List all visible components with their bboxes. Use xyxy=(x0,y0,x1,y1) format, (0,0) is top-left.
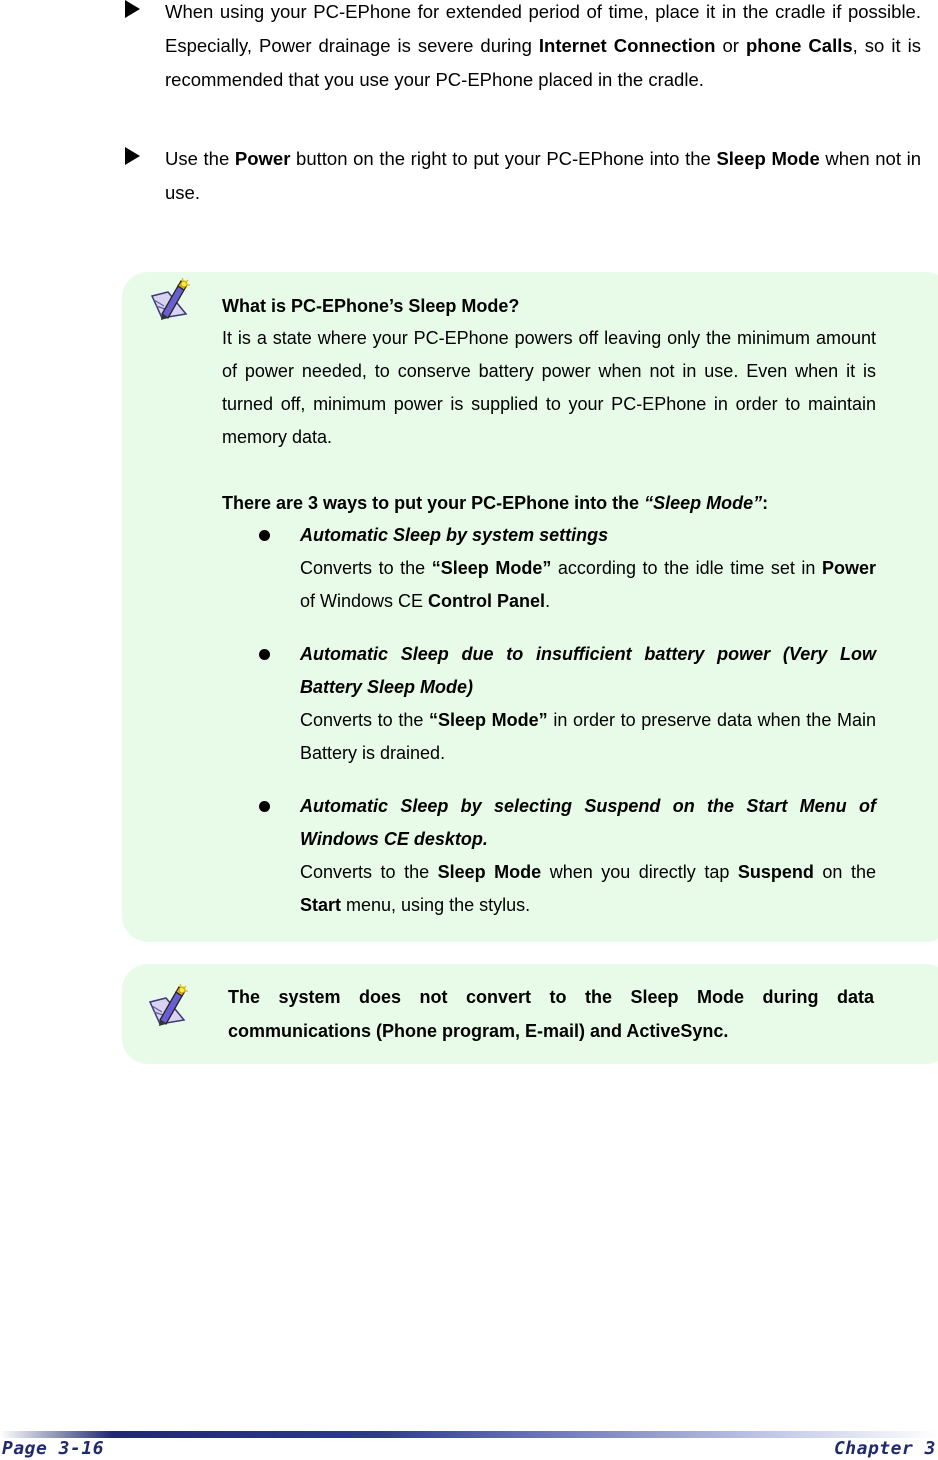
sleep-way-desc: Converts to the “Sleep Mode” according to the idle time set in Power of Windows CE Control Panel. xyxy=(300,558,876,611)
page-number: Page 3-16 xyxy=(2,1438,105,1459)
note-title: What is PC-EPhone’s Sleep Mode? xyxy=(222,296,520,316)
sleep-way-item xyxy=(300,790,876,922)
sleep-exception-note xyxy=(122,964,938,1064)
footer-rule xyxy=(0,1431,938,1438)
sleep-way-item xyxy=(300,638,876,770)
pencil-note-icon xyxy=(146,984,192,1030)
ways-heading-text: There are 3 ways to put your PC-EPhone into the xyxy=(222,493,640,513)
sleep-way-item xyxy=(300,519,876,618)
pencil-note-icon xyxy=(148,278,194,324)
dot-icon xyxy=(259,801,270,812)
sleep-way-title: Automatic Sleep by system settings xyxy=(300,525,609,545)
dot-icon xyxy=(259,649,270,660)
ways-heading-colon: : xyxy=(762,493,769,513)
bullet-item-power xyxy=(125,142,921,210)
ways-heading-mode: “Sleep Mode” xyxy=(644,493,763,513)
note-text: The system does not convert to the Sleep Mode during data communications (Phone program, E-mail) and ActiveSync. xyxy=(228,987,874,1041)
dot-icon xyxy=(259,530,270,541)
note-body: It is a state where your PC-EPhone powers off leaving only the minimum amount of power needed, to conserve battery power when not in use. Even when it is turned off, minimum power is supplied to your PC-EPhone in order to maintain memory data. xyxy=(222,328,876,447)
bullet-text: When using your PC-EPhone for extended period of time, place it in the cradle if possible. Especially, Power drainage is severe during Internet Connection or phone Calls, so it is recommended that you use your PC-EPhone placed in the cradle. xyxy=(165,1,921,90)
bullet-item-cradle xyxy=(125,0,921,97)
chapter-label: Chapter 3 xyxy=(833,1438,936,1459)
sleep-mode-note xyxy=(122,272,938,942)
arrow-right-icon xyxy=(125,147,140,165)
ways-heading xyxy=(222,487,876,519)
bullet-text: Use the Power button on the right to put your PC-EPhone into the Sleep Mode when not in use. xyxy=(165,148,921,203)
sleep-way-title: Automatic Sleep due to insufficient battery power (Very Low Battery Sleep Mode) xyxy=(300,644,876,697)
sleep-way-desc: Converts to the Sleep Mode when you directly tap Suspend on the Start menu, using the stylus. xyxy=(300,862,876,915)
sleep-way-desc: Converts to the “Sleep Mode” in order to preserve data when the Main Battery is drained. xyxy=(300,710,876,763)
arrow-right-icon xyxy=(125,0,140,18)
sleep-way-title: Automatic Sleep by selecting Suspend on the Start Menu of Windows CE desktop. xyxy=(300,796,876,849)
